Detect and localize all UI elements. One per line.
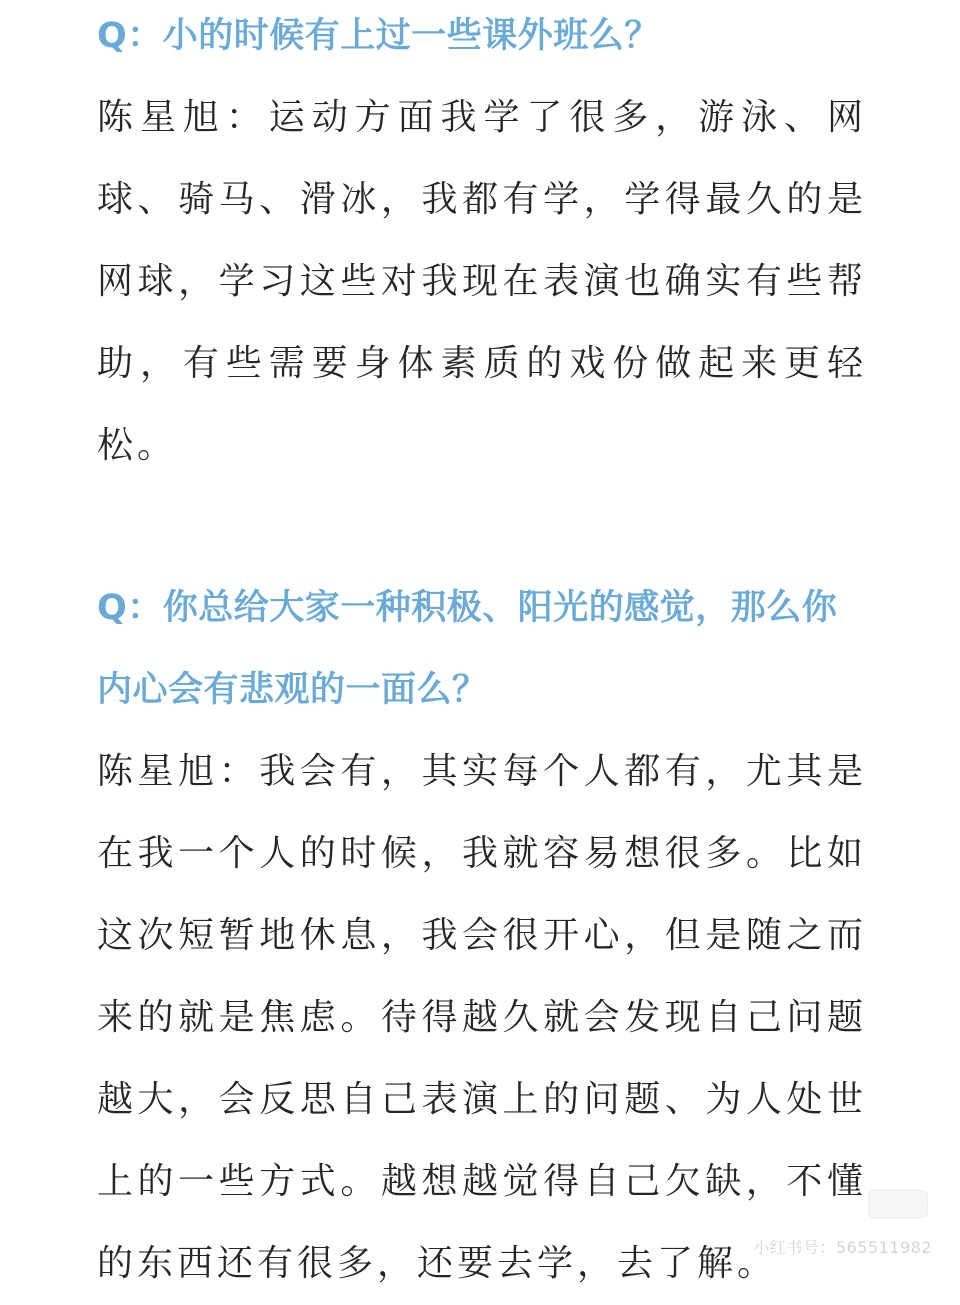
- watermark-logo: [868, 1190, 928, 1218]
- answer-2: 陈星旭：我会有，其实每个人都有，尤其是在我一个人的时候，我就容易想很多。比如这次短暂地休息，我会很开心，但是随之而来的就是焦虑。待得越久就会发现自己问题越大，会反思自己表演上的问题、为人处世上的一些方式。越想越觉得自己欠缺，不懂的东西还有很多，还要去学，去了解。: [97, 751, 867, 1284]
- qa-block-2: [97, 567, 867, 1305]
- question-1: Q：小的时候有上过一些课外班么？: [97, 16, 660, 56]
- question-2: Q：你总给大家一种积极、阳光的感觉，那么你内心会有悲观的一面么？: [97, 588, 838, 710]
- watermark-text: 小红书号：565511982: [753, 1238, 932, 1257]
- qa-block-1: [97, 0, 867, 487]
- answer-1: 陈星旭：运动方面我学了很多，游泳、网球、骑马、滑冰，我都有学，学得最久的是网球，学习这些对我现在表演也确实有些帮助，有些需要身体素质的戏份做起来更轻松。: [97, 97, 867, 466]
